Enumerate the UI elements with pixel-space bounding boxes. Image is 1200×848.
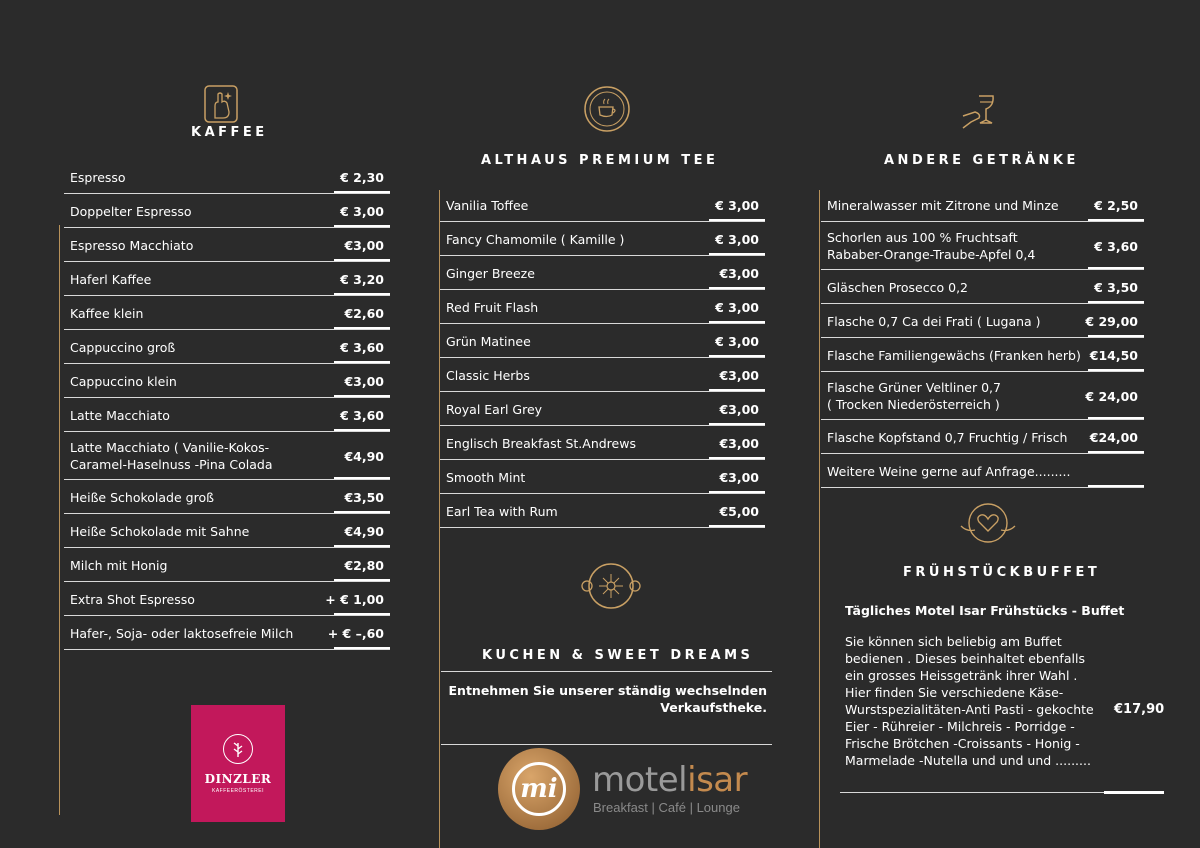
item-name: Espresso Macchiato: [70, 237, 194, 253]
item-name: Grün Matinee: [446, 333, 531, 349]
item-price: €3,00: [719, 265, 759, 281]
buffet-price: €17,90: [1114, 702, 1165, 717]
item-price: €3,00: [344, 373, 384, 389]
item-price: € 3,00: [715, 299, 759, 315]
motelisar-logo: [498, 748, 768, 834]
item-price: €4,90: [344, 523, 384, 539]
item-name: Vanilia Toffee: [446, 197, 529, 213]
getraenke-title: ANDERE GETRÄNKE: [884, 153, 1079, 168]
item-price: €4,90: [344, 448, 384, 464]
item-price: € 2,50: [1094, 197, 1138, 213]
item-price: €2,80: [344, 557, 384, 573]
item-name: Espresso: [70, 169, 126, 185]
item-name: Flasche 0,7 Ca dei Frati ( Lugana ): [827, 313, 1041, 329]
item-price: €3,00: [719, 401, 759, 417]
logo-brand: [592, 760, 747, 800]
divider-line: [441, 671, 772, 672]
logo-mark-text: mi: [512, 762, 566, 816]
item-price: €24,00: [1089, 429, 1138, 445]
sweets-ornament-icon: [579, 562, 643, 610]
logo-mark: [498, 748, 580, 830]
item-price: € 3,50: [1094, 279, 1138, 295]
item-name: Flasche Grüner Veltliner 0,7 ( Trocken Niederösterreich ): [827, 380, 1001, 412]
item-name: Latte Macchiato ( Vanilie-Kokos- Caramel-Haselnuss -Pina Colada: [70, 440, 273, 472]
tee-menu: [440, 188, 765, 528]
dinzler-logo: [191, 705, 285, 822]
item-price: € 3,00: [715, 333, 759, 349]
coffee-plant-icon: [223, 734, 253, 764]
item-name: Cappuccino groß: [70, 339, 176, 355]
menu-item: [821, 420, 1144, 454]
menu-item: [64, 398, 390, 432]
menu-item: [64, 432, 390, 480]
tee-title: ALTHAUS PREMIUM TEE: [481, 153, 719, 168]
menu-item: [64, 582, 390, 616]
item-price: € 29,00: [1085, 313, 1138, 329]
menu-item: [440, 426, 765, 460]
item-name: Flasche Familiengewächs (Franken herb): [827, 347, 1081, 363]
item-name: Haferl Kaffee: [70, 271, 152, 287]
item-name: Gläschen Prosecco 0,2: [827, 279, 968, 295]
item-name: Heiße Schokolade groß: [70, 489, 214, 505]
item-price: €3,00: [719, 469, 759, 485]
divider-line: [441, 744, 772, 745]
menu-item: [440, 324, 765, 358]
item-name: Weitere Weine gerne auf Anfrage.........: [827, 463, 1071, 479]
menu-item: [440, 188, 765, 222]
kaffee-menu: [64, 160, 390, 650]
menu-item: [64, 364, 390, 398]
dinzler-name: DINZLER: [204, 771, 272, 786]
item-name: Heiße Schokolade mit Sahne: [70, 523, 250, 539]
item-name: Ginger Breeze: [446, 265, 535, 281]
item-price: + € –,60: [327, 625, 384, 641]
menu-item: [64, 262, 390, 296]
item-name: Mineralwasser mit Zitrone und Minze: [827, 197, 1059, 213]
item-price: € 3,20: [340, 271, 384, 287]
item-name: Schorlen aus 100 % Fruchtsaft Rababer-Orange-Traube-Apfel 0,4: [827, 230, 1036, 262]
item-name: Smooth Mint: [446, 469, 526, 485]
menu-item: [440, 290, 765, 324]
item-name: Red Fruit Flash: [446, 299, 539, 315]
tea-cup-icon: [583, 85, 631, 133]
item-name: Kaffee klein: [70, 305, 144, 321]
item-price: €14,50: [1089, 347, 1138, 363]
wine-glass-icon: [961, 92, 1003, 134]
item-price: €3,00: [344, 237, 384, 253]
menu-item: [821, 454, 1144, 488]
item-name: Hafer-, Soja- oder laktosefreie Milch: [70, 625, 294, 641]
menu-item: [440, 460, 765, 494]
item-price: €3,00: [719, 435, 759, 451]
divider-line: [1104, 791, 1164, 794]
buffet-text: Sie können sich beliebig am Buffet bedienen . Dieses beinhaltet ebenfalls ein grosses Heissgetränk ihrer Wahl . Hier finden Sie verschiedene Käse- Wurstspezialitäten-Anti Pasti - gekochte Eier - Rühreier - Milchreis - Porridge - Frische Brötchen -Croissants - Honig - Marmelade -Nutella und und und .........: [845, 634, 1094, 768]
item-name: Cappuccino klein: [70, 373, 177, 389]
item-name: Fancy Chamomile ( Kamille ): [446, 231, 625, 247]
item-name: Latte Macchiato: [70, 407, 170, 423]
item-name: Flasche Kopfstand 0,7 Fruchtig / Frisch: [827, 429, 1068, 445]
logo-tagline: Breakfast | Café | Lounge: [593, 800, 740, 815]
divider-line: [840, 792, 1104, 793]
menu-item: [64, 296, 390, 330]
menu-item: [64, 548, 390, 582]
item-name: Extra Shot Espresso: [70, 591, 195, 607]
menu-item: [821, 338, 1144, 372]
dinzler-subtitle: KAFFEERÖSTEREI: [211, 787, 264, 794]
menu-item: [821, 372, 1144, 420]
divider-line: [59, 225, 60, 815]
item-name: Earl Tea with Rum: [446, 503, 558, 519]
getraenke-menu: [821, 188, 1144, 488]
menu-item: [440, 494, 765, 528]
menu-item: [64, 480, 390, 514]
buffet-subtitle: Tägliches Motel Isar Frühstücks - Buffet: [845, 603, 1125, 618]
buffet-title: FRÜHSTÜCKBUFFET: [903, 565, 1101, 580]
menu-item: [64, 228, 390, 262]
menu-item: [440, 358, 765, 392]
menu-item: [64, 330, 390, 364]
kuchen-title: KUCHEN & SWEET DREAMS: [482, 648, 754, 663]
item-price: € 3,00: [715, 231, 759, 247]
menu-item: [440, 222, 765, 256]
item-name: Milch mit Honig: [70, 557, 168, 573]
item-price: € 24,00: [1085, 388, 1138, 404]
menu-item: [64, 160, 390, 194]
heart-hands-icon: [959, 500, 1017, 546]
item-price: € 3,00: [715, 197, 759, 213]
item-name: Englisch Breakfast St.Andrews: [446, 435, 636, 451]
item-price: €3,50: [344, 489, 384, 505]
menu-item: [821, 304, 1144, 338]
menu-item: [821, 188, 1144, 222]
item-price: € 3,00: [340, 203, 384, 219]
item-name: Royal Earl Grey: [446, 401, 543, 417]
menu-item: [64, 616, 390, 650]
item-price: € 2,30: [340, 169, 384, 185]
item-price: €3,00: [719, 367, 759, 383]
menu-item: [64, 194, 390, 228]
menu-item: [440, 392, 765, 426]
item-price: + € 1,00: [325, 591, 384, 607]
menu-item: [821, 222, 1144, 270]
item-name: Classic Herbs: [446, 367, 530, 383]
logo-brand-a: motel: [592, 760, 688, 800]
menu-item: [64, 514, 390, 548]
divider-line: [819, 190, 820, 848]
kuchen-text: Entnehmen Sie unserer ständig wechselnden Verkaufstheke.: [448, 683, 767, 715]
menu-item: [821, 270, 1144, 304]
menu-item: [440, 256, 765, 290]
logo-brand-b: isar: [687, 760, 748, 800]
item-price: € 3,60: [340, 339, 384, 355]
hand-icon: [203, 84, 239, 124]
item-price: €2,60: [344, 305, 384, 321]
kaffee-title: KAFFEE: [191, 125, 268, 140]
item-price: € 3,60: [1094, 238, 1138, 254]
item-name: Doppelter Espresso: [70, 203, 192, 219]
item-price: €5,00: [719, 503, 759, 519]
item-price: € 3,60: [340, 407, 384, 423]
